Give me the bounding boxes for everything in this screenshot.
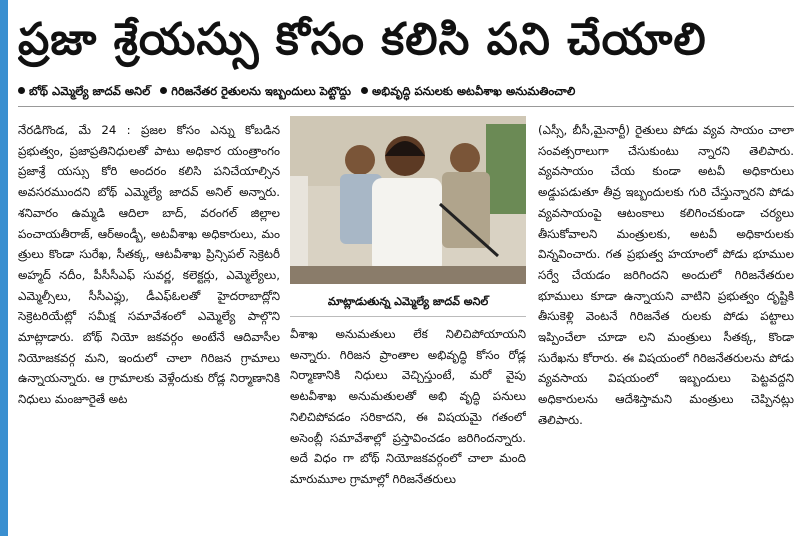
- article-headline: ప్రజా శ్రేయస్సు కోసం కలిసి పని చేయాలి: [18, 14, 707, 65]
- article-column-3: [538, 120, 794, 530]
- subheadline-text: అభివృద్ధి పనులకు అటవీశాఖ అనుమతించాలి: [372, 84, 576, 98]
- article-column-1: [18, 120, 280, 530]
- photo-caption: మాట్లాడుతున్న ఎమ్మెల్యే జాదవ్ అనిల్: [290, 288, 526, 317]
- body-text: నేరడిగొండ, మే 24 : ప్రజల కోసం ఎన్ను కోబడిన ప్రభుత్వం, ప్రజాప్రతినిధులతో పాటు అధికార యంత్రాంగం ప్రజాశ్రే యస్సు కోరి అందరం కలిసి పనిచేయాల్సిన అవసరముందని బోథ్ ఎమ్మెల్యే జాదవ్ అనిల్ అన్నారు. శనివారం ఉమ్మడి ఆదిలా బాద్, వరంగల్ జిల్లాల పంచాయతీరాజ్, ఆర్అండ్బీ, అటవీశాఖ అధికారులు, మం త్రులు కొండా సురేఖ, సీతక్క, ఆటవీశాఖ ప్రిన్సిపల్ సెక్రెటరీ అహ్మద్ నదీం, పీసీసీఎఫ్ సువర్ణ, కలెక్టర్లు, ఎమ్మెల్యేలు, ఎమ్మెల్సీలు, సీసీఎఫ్లు, డీఎఫ్ఓలతో హైదరాబాద్లోని సెక్రెటరియేట్లో సమీక్ష సమావేశంలో ఎమ్మెల్యే పాల్గొని మాట్లాడారు. బోథ్ నియో జకవర్గం అంటేనే ఆదివాసీల నియోజకవర్గ మని, ఇందులో చాలా గిరిజన గ్రామాలు ఉన్నాయన్నారు. ఆ గ్రామాలకు వెళ్లేందుకు రోడ్ల నిర్మాణానికి నిధులు మంజూరైతే అట: [18, 123, 280, 407]
- headline-divider: [18, 106, 794, 107]
- bullet-icon: [361, 87, 368, 94]
- bullet-icon: [18, 87, 25, 94]
- subheadline-item: [18, 80, 150, 102]
- subheadline-text: గిరిజనేతర రైతులను ఇబ్బందులు పెట్టొద్దు: [171, 84, 352, 98]
- subheadline-item: [361, 80, 575, 102]
- body-text: వీశాఖ అనుమతులు లేక నిలిచిపోయాయని అన్నారు. గిరిజన ప్రాంతాల అభివృద్ధి కోసం రోడ్ల నిర్మాణానికి నిధులు వెచ్చిస్తుంటే, మరో వైపు అటవీశాఖ అనుమతులతో అభి వృద్ధి పనులు నిలిచిపోవడం సరికాదని, ఈ విషయమై గతంలో అసెంబ్లీ సమావేశాల్లో ప్రస్తావించడం జరిగిందన్నారు. అదే విధం గా బోథ్ నియోజకవర్గంలో చాలా మంది మారుమూల గ్రామాల్లో గిరిజనేతరులు: [290, 327, 526, 486]
- body-text: (ఎస్సీ, బీసీ,మైనార్టీ) రైతులు పోడు వ్యవ సాయం చాలా సంవత్సరాలుగా చేసుకుంటు న్నారని తెలిపారు. వ్యవసాయం చేయ కుండా అటవీ అధికారులు అడ్డుపడుతూ తీవ్ర ఇబ్బందులకు గురి చేస్తున్నారని పోడు వ్యవసాయంపై ఆటంకాలు కలిగించకుండా చర్యలు తీసుకోవాలని మంత్రులకు, అటవీ అధికారులకు విన్నవించారు. గత ప్రభుత్వ హయాంలో పోడు భూముల సర్వే చేయడం జరిగిందని అందులో గిరిజనేతరుల భూములు కూడా ఉన్నాయని వాటిని ప్రభుత్వం దృష్టికి తీసుకెళ్లి వెంటనే గిరిజనేత రులకు పోడు పట్టాలు ఇప్పించేలా చూడా లని మంత్రులు సీతక్క, కొండా సురేఖను కోరారు. ఈ విషయంలో గిరిజనేతరులను పోడు వ్యవసాయ విషయంలో ఇబ్బందులు పెట్టవద్దని అధికారులను ఆదేశిస్తామని మంత్రులు చెప్పినట్లు తెలిపారు.: [538, 123, 794, 427]
- subheadline-text: బోథ్ ఎమ్మెల్యే జాదవ్ అనిల్: [29, 84, 151, 98]
- bullet-icon: [160, 87, 167, 94]
- subheadline-item: [160, 80, 351, 102]
- article-column-2: [290, 324, 526, 530]
- article-photo: [290, 116, 526, 284]
- subheadline-row: [18, 80, 794, 102]
- photo-illustration: [290, 116, 526, 284]
- page-edge-strip: [0, 0, 8, 536]
